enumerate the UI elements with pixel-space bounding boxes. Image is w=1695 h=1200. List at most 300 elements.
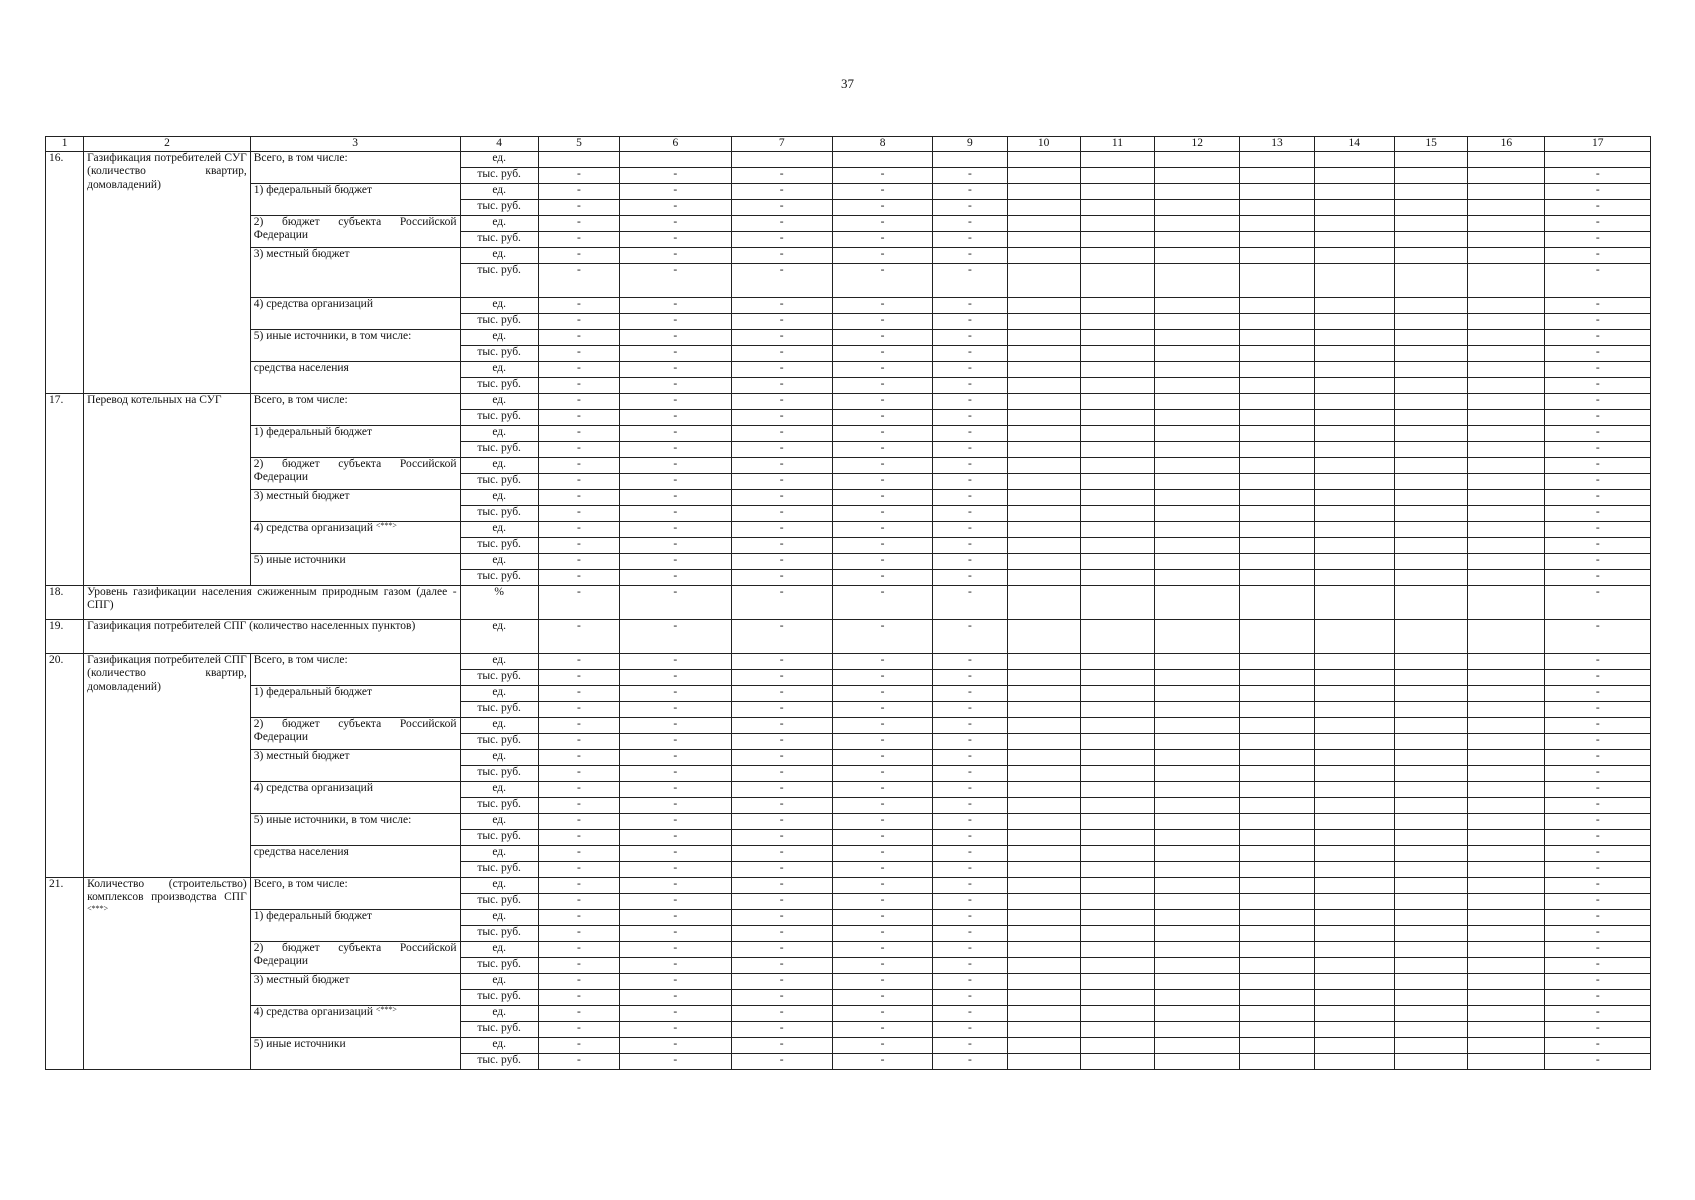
value-cell [1468,521,1545,537]
table-row [46,183,1651,199]
funding-source-label: Всего, в том числе: [253,151,348,164]
value-cell: - [731,669,832,685]
value-cell: - [832,505,932,521]
value-cell [1007,199,1080,215]
table-row [46,1037,1651,1053]
value-cell: - [933,909,1007,925]
value-cell [1007,441,1080,457]
value-cell [1394,781,1467,797]
value-cell [1314,781,1394,797]
value-cell [1314,1005,1394,1021]
value-cell [1007,457,1080,473]
value-cell [1314,329,1394,345]
value-cell [1007,957,1080,973]
value-cell: - [538,441,619,457]
value-cell: - [731,861,832,877]
value-cell: - [538,199,619,215]
value-cell: - [933,669,1007,685]
value-cell: - [832,749,932,765]
value-cell: - [538,231,619,247]
value-cell: - [731,345,832,361]
value-cell: - [1545,473,1651,489]
value-cell: - [538,733,619,749]
value-cell: - [731,1005,832,1021]
value-cell: - [1545,989,1651,1005]
value-cell: - [832,361,932,377]
value-cell [1394,409,1467,425]
value-cell: - [731,941,832,957]
value-cell [1240,199,1314,215]
value-cell [1080,797,1154,813]
value-cell [1080,585,1154,619]
value-cell [1155,669,1240,685]
unit-cell: тыс. руб. [460,505,538,521]
value-cell [1394,505,1467,521]
unit-cell: тыс. руб. [460,231,538,247]
value-cell [1080,377,1154,393]
value-cell [1155,941,1240,957]
unit-cell: тыс. руб. [460,569,538,585]
value-cell: - [731,361,832,377]
value-cell: - [933,797,1007,813]
value-cell [1155,585,1240,619]
value-cell [1155,701,1240,717]
funding-source [250,653,460,685]
value-cell: - [620,701,731,717]
value-cell: - [538,861,619,877]
unit-cell: тыс. руб. [460,893,538,909]
value-cell [1240,813,1314,829]
value-cell [1314,489,1394,505]
value-cell: - [832,393,932,409]
value-cell [1007,329,1080,345]
footnote-mark: <***> [375,521,397,530]
value-cell [1007,183,1080,199]
value-cell [1314,247,1394,263]
value-cell [1394,1021,1467,1037]
value-cell [1468,877,1545,893]
table-row [46,749,1651,765]
value-cell [1240,1005,1314,1021]
value-cell: - [620,973,731,989]
financing-table [45,136,1651,1070]
value-cell: - [538,313,619,329]
footnote-mark: <***> [375,1005,397,1014]
value-cell [1468,749,1545,765]
value-cell: - [933,893,1007,909]
value-cell: - [1545,845,1651,861]
funding-source-label: 5) иные источники [253,1037,346,1050]
value-cell: - [538,361,619,377]
indicator-name [84,151,251,393]
value-cell [1240,733,1314,749]
value-cell: - [538,669,619,685]
value-cell [1468,441,1545,457]
unit-cell: тыс. руб. [460,701,538,717]
value-cell: - [538,941,619,957]
value-cell [1314,653,1394,669]
value-cell: - [538,765,619,781]
table-row [46,297,1651,313]
value-cell: - [620,409,731,425]
value-cell: - [832,925,932,941]
value-cell [1394,441,1467,457]
value-cell: - [832,441,932,457]
value-cell: - [538,183,619,199]
value-cell [1080,247,1154,263]
value-cell: - [832,893,932,909]
unit-cell: тыс. руб. [460,313,538,329]
value-cell: - [620,845,731,861]
value-cell: - [620,231,731,247]
table-row [46,489,1651,505]
value-cell [1314,473,1394,489]
unit-cell: тыс. руб. [460,263,538,297]
value-cell [1314,909,1394,925]
value-cell: - [1545,701,1651,717]
table-row [46,553,1651,569]
value-cell [1240,749,1314,765]
value-cell [1155,1021,1240,1037]
value-cell: - [1545,377,1651,393]
value-cell [1007,393,1080,409]
value-cell [1394,263,1467,297]
value-cell: - [620,1021,731,1037]
value-cell: - [731,845,832,861]
value-cell: - [933,505,1007,521]
value-cell: - [933,231,1007,247]
value-cell [1155,521,1240,537]
unit-cell: ед. [460,685,538,701]
column-number: 2 [84,137,251,152]
value-cell: - [731,829,832,845]
value-cell: - [1545,489,1651,505]
value-cell [1155,215,1240,231]
value-cell: - [620,733,731,749]
value-cell: - [538,845,619,861]
value-cell: - [538,329,619,345]
value-cell: - [620,247,731,263]
value-cell [1468,1037,1545,1053]
value-cell [1468,585,1545,619]
value-cell [1155,813,1240,829]
value-cell [1240,941,1314,957]
value-cell [1394,1037,1467,1053]
value-cell: - [933,845,1007,861]
value-cell: - [832,377,932,393]
value-cell: - [933,345,1007,361]
unit-cell: ед. [460,781,538,797]
funding-source [250,1037,460,1069]
table-row [46,393,1651,409]
value-cell [1240,781,1314,797]
value-cell: - [1545,263,1651,297]
value-cell: - [933,973,1007,989]
value-cell [1007,749,1080,765]
value-cell [1394,585,1467,619]
value-cell [1468,345,1545,361]
value-cell: - [538,473,619,489]
value-cell [1080,619,1154,653]
table-row [46,781,1651,797]
value-cell [1468,861,1545,877]
value-cell [1240,1037,1314,1053]
value-cell [1080,231,1154,247]
value-cell: - [832,247,932,263]
value-cell: - [832,973,932,989]
value-cell: - [538,263,619,297]
value-cell [1240,861,1314,877]
value-cell [1314,813,1394,829]
unit-cell: тыс. руб. [460,167,538,183]
value-cell [1314,1037,1394,1053]
value-cell [1314,925,1394,941]
value-cell [1240,619,1314,653]
column-number: 8 [832,137,932,152]
value-cell [1080,925,1154,941]
column-number: 11 [1080,137,1154,152]
value-cell [1080,1005,1154,1021]
value-cell [1240,167,1314,183]
indicator-name [84,653,251,877]
value-cell: - [538,973,619,989]
value-cell: - [620,313,731,329]
value-cell [1394,569,1467,585]
value-cell: - [731,797,832,813]
value-cell: - [731,925,832,941]
value-cell [1080,521,1154,537]
value-cell [1080,989,1154,1005]
value-cell [1007,861,1080,877]
value-cell [1468,973,1545,989]
unit-cell: ед. [460,1037,538,1053]
value-cell [1394,313,1467,329]
value-cell: - [731,877,832,893]
unit-cell: ед. [460,749,538,765]
value-cell [1314,553,1394,569]
table-row [46,685,1651,701]
value-cell [1080,781,1154,797]
value-cell [1314,717,1394,733]
value-cell: - [731,733,832,749]
value-cell: - [1545,619,1651,653]
value-cell: - [1545,781,1651,797]
value-cell: - [731,409,832,425]
value-cell: - [538,457,619,473]
value-cell [1080,701,1154,717]
value-cell: - [538,749,619,765]
value-cell [1314,457,1394,473]
value-cell [1394,749,1467,765]
value-cell: - [1545,393,1651,409]
value-cell [1007,377,1080,393]
value-cell [1007,151,1080,167]
unit-cell: тыс. руб. [460,377,538,393]
value-cell: - [933,553,1007,569]
value-cell [1394,183,1467,199]
value-cell [1240,1021,1314,1037]
unit-cell: тыс. руб. [460,733,538,749]
funding-source [250,425,460,457]
value-cell [1007,425,1080,441]
value-cell [1080,297,1154,313]
value-cell: - [620,425,731,441]
value-cell [1394,215,1467,231]
value-cell [1314,425,1394,441]
funding-source-label: 2) бюджет субъекта Российской Федерации [253,717,457,744]
value-cell [1080,909,1154,925]
value-cell [1240,1053,1314,1069]
value-cell: - [832,717,932,733]
value-cell: - [832,183,932,199]
value-cell: - [1545,685,1651,701]
table-row [46,247,1651,263]
row-number: 18. [46,585,84,619]
value-cell [1468,733,1545,749]
value-cell [1394,861,1467,877]
value-cell [1394,361,1467,377]
value-cell [1155,1053,1240,1069]
value-cell [1007,1053,1080,1069]
value-cell: - [933,1037,1007,1053]
value-cell: - [620,829,731,845]
value-cell [1468,553,1545,569]
value-cell [1468,685,1545,701]
row-number: 19. [46,619,84,653]
value-cell [1468,329,1545,345]
table-row [46,813,1651,829]
value-cell: - [1545,553,1651,569]
value-cell: - [1545,909,1651,925]
value-cell [1314,733,1394,749]
value-cell: - [620,925,731,941]
value-cell: - [1545,829,1651,845]
value-cell: - [538,797,619,813]
value-cell: - [832,537,932,553]
value-cell: - [832,1021,932,1037]
value-cell: - [538,297,619,313]
value-cell [1155,409,1240,425]
unit-cell: ед. [460,619,538,653]
value-cell: - [620,215,731,231]
value-cell: - [933,733,1007,749]
value-cell [1080,409,1154,425]
value-cell: - [620,813,731,829]
value-cell [1080,717,1154,733]
value-cell [1080,1021,1154,1037]
value-cell: - [620,877,731,893]
value-cell: - [933,941,1007,957]
value-cell [1007,1021,1080,1037]
value-cell [1080,489,1154,505]
unit-cell: ед. [460,877,538,893]
value-cell: - [933,717,1007,733]
value-cell [1240,425,1314,441]
unit-cell: тыс. руб. [460,1053,538,1069]
value-cell: - [832,619,932,653]
value-cell [1468,1005,1545,1021]
value-cell: - [538,425,619,441]
table-row [46,151,1651,167]
value-cell [1394,537,1467,553]
value-cell [1468,215,1545,231]
column-number: 14 [1314,137,1394,152]
value-cell [1007,489,1080,505]
value-cell: - [538,585,619,619]
value-cell [1007,215,1080,231]
funding-source [250,247,460,297]
value-cell: - [620,361,731,377]
funding-source-label: 1) федеральный бюджет [253,183,373,196]
value-cell: - [832,813,932,829]
value-cell [1240,457,1314,473]
funding-source-label: Всего, в том числе: [253,393,348,406]
funding-source-label: 4) средства организаций [253,781,373,794]
value-cell: - [731,329,832,345]
table-row [46,717,1651,733]
value-cell: - [1545,297,1651,313]
value-cell [1468,313,1545,329]
unit-cell: ед. [460,183,538,199]
indicator-name-text: Перевод котельных на СУГ [87,393,222,406]
funding-source-label: 4) средства организаций [253,297,373,310]
value-cell [1007,247,1080,263]
value-cell [1314,167,1394,183]
value-cell: - [933,329,1007,345]
value-cell [1468,569,1545,585]
value-cell: - [620,505,731,521]
value-cell [1155,489,1240,505]
value-cell [1155,989,1240,1005]
value-cell [1007,263,1080,297]
value-cell [1240,845,1314,861]
value-cell: - [620,957,731,973]
value-cell: - [933,263,1007,297]
funding-source [250,329,460,361]
value-cell [1468,813,1545,829]
value-cell: - [832,263,932,297]
value-cell [1545,151,1651,167]
value-cell: - [832,1053,932,1069]
value-cell: - [933,925,1007,941]
row-number: 17. [46,393,84,585]
value-cell: - [933,989,1007,1005]
value-cell: - [538,685,619,701]
value-cell: - [731,441,832,457]
value-cell: - [832,701,932,717]
value-cell: - [1545,733,1651,749]
value-cell [1314,441,1394,457]
value-cell [1314,701,1394,717]
value-cell: - [538,619,619,653]
value-cell [1240,973,1314,989]
value-cell: - [1545,215,1651,231]
value-cell: - [731,569,832,585]
table-row [46,845,1651,861]
value-cell: - [620,569,731,585]
value-cell [1314,313,1394,329]
value-cell: - [832,733,932,749]
value-cell [1007,1005,1080,1021]
value-cell: - [538,909,619,925]
value-cell [1240,569,1314,585]
value-cell [1080,183,1154,199]
value-cell: - [731,973,832,989]
value-cell: - [933,813,1007,829]
value-cell: - [731,1053,832,1069]
value-cell: - [731,313,832,329]
value-cell: - [832,957,932,973]
